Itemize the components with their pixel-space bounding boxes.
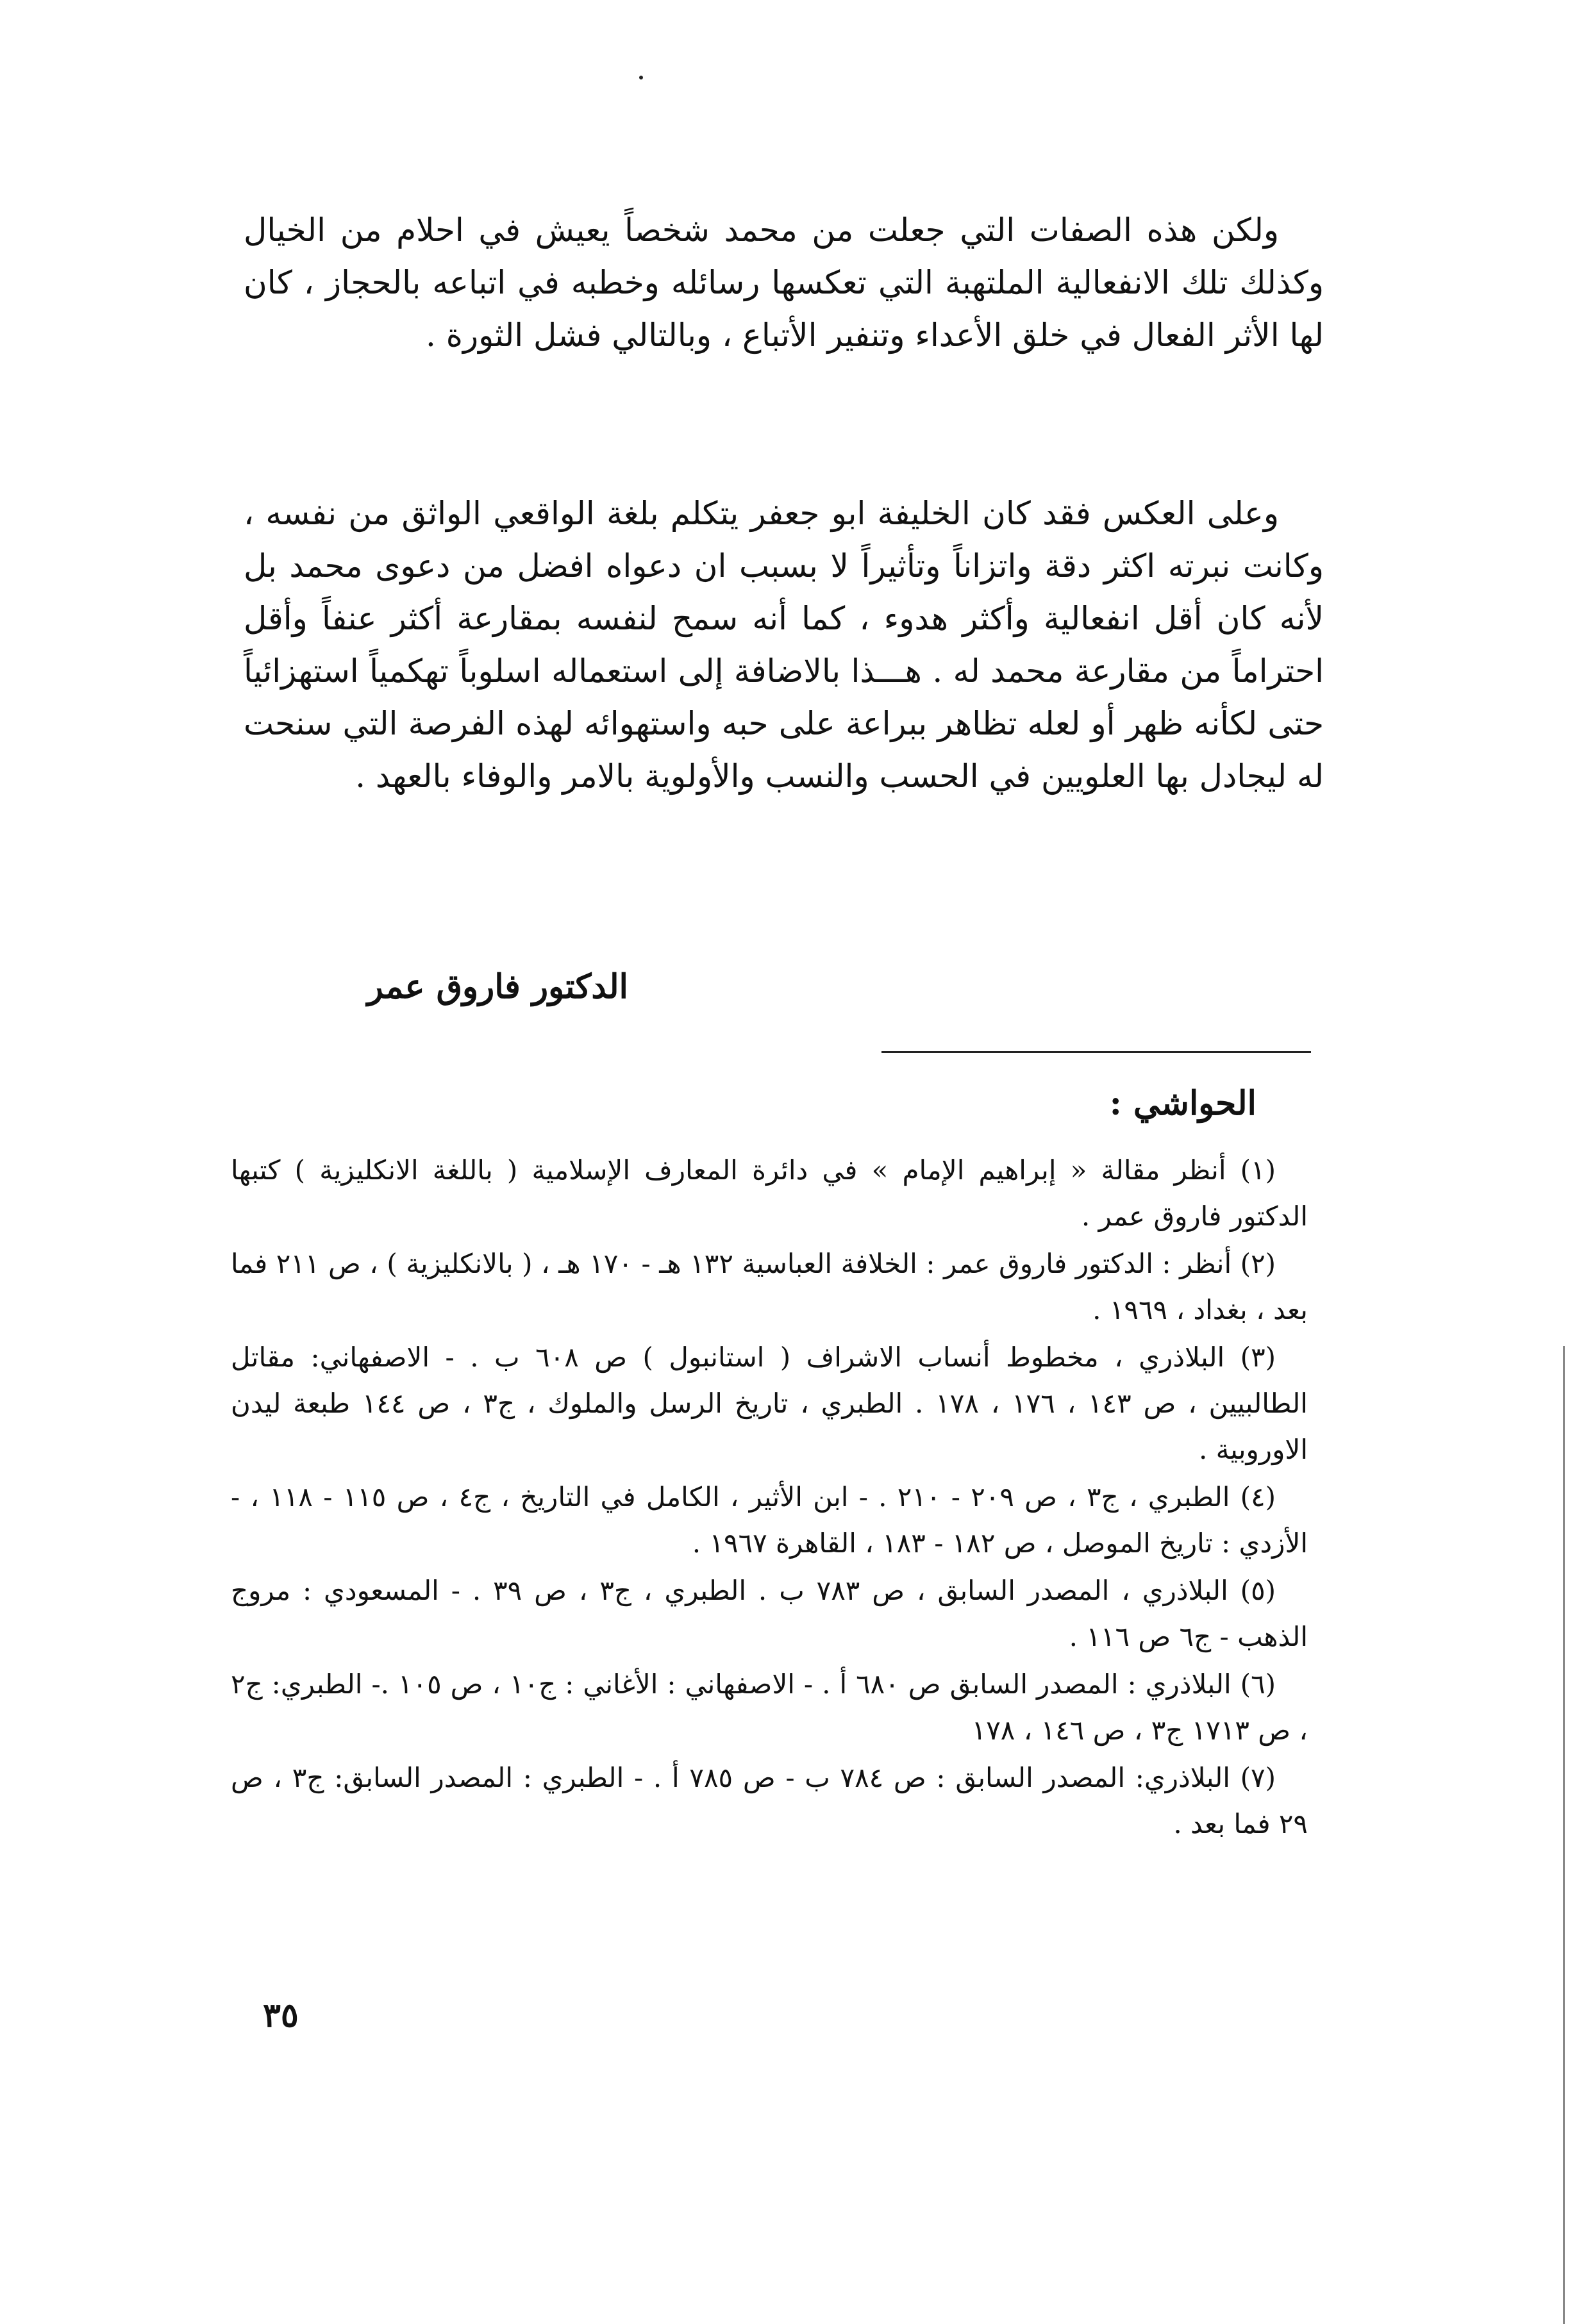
footnotes-list bbox=[231, 1147, 1308, 1848]
paragraph-2: وعلى العكس فقد كان الخليفة ابو جعفر يتكلم بلغة الواقعي الواثق من نفسه ، وكانت نبرته اكثر دقة واتزاناً وتأثيراً لا بسبب ان دعواه افضل من دعوى محمد بل لأنه كان أقل انفعالية وأكثر هدوء ، كما أنه سمح لنفسه بمقارعة أكثر عنفاً وأقل احتراماً من مقارعة محمد له . هـــذا بالاضافة إلى استعماله اسلوباً تهكمياً استهزائياً حتى لكأنه ظهر أو لعله تظاهر ببراعة على حبه واستهوائه لهذه الفرصة التي سنحت له ليجادل بها العلويين في الحسب والنسب والأولوية بالامر والوفاء بالعهد . bbox=[244, 495, 1324, 795]
paragraph-1-block bbox=[244, 204, 1324, 376]
footnotes-heading: الحواشي : bbox=[1109, 1084, 1257, 1123]
footnote-7: (٧) البلاذري: المصدر السابق : ص ٧٨٤ ب - ص ٧٨٥ أ . - الطبري : المصدر السابق: ج٣ ، ص ٢٩ فما بعد . bbox=[231, 1762, 1308, 1839]
paragraph-1: ولكن هذه الصفات التي جعلت من محمد شخصاً يعيش في احلام من الخيال وكذلك تلك الانفعالية الملتهبة التي تعكسها رسائله وخطبه في اتباعه بالحجاز ، كان لها الأثر الفعال في خلق الأعداء وتنفير الأتباع ، وبالتالي فشل الثورة . bbox=[244, 212, 1324, 354]
footnote-5: (٥) البلاذري ، المصدر السابق ، ص ٧٨٣ ب . الطبري ، ج٣ ، ص ٣٩ . - المسعودي : مروج الذهب - ج٦ ص ١١٦ . bbox=[231, 1575, 1308, 1652]
page-number: ٣٥ bbox=[263, 1996, 299, 2035]
footnote-4: (٤) الطبري ، ج٣ ، ص ٢٠٩ - ٢١٠ . - ابن الأثير ، الكامل في التاريخ ، ج٤ ، ص ١١٥ - ١١٨ ، - الأزدي : تاريخ الموصل ، ص ١٨٢ - ١٨٣ ، القاهرة ١٩٦٧ . bbox=[231, 1481, 1308, 1559]
footnote-1: (١) أنظر مقالة « إبراهيم الإمام » في دائرة المعارف الإسلامية ( باللغة الانكليزية ) كتبها الدكتور فاروق عمر . bbox=[231, 1154, 1308, 1232]
author-signature: الدكتور فاروق عمر bbox=[367, 967, 628, 1006]
scan-edge-line bbox=[1563, 1346, 1565, 2324]
footnote-3: (٣) البلاذري ، مخطوط أنساب الاشراف ( استانبول ) ص ٦٠٨ ب . - الاصفهاني: مقاتل الطالبيين ، ص ١٤٣ ، ١٧٦ ، ١٧٨ . الطبري ، تاريخ الرسل والملوك ، ج٣ ، ص ١٤٤ طبعة ليدن الاوروبية . bbox=[231, 1341, 1308, 1465]
footnote-6: (٦) البلاذري : المصدر السابق ص ٦٨٠ أ . - الاصفهاني : الأغاني : ج١٠ ، ص ١٠٥ .- الطبري: ج٢ ، ص ١٧١٣ ج٣ ، ص ١٤٦ ، ١٧٨ bbox=[231, 1668, 1308, 1746]
footnote-2: (٢) أنظر : الدكتور فاروق عمر : الخلافة العباسية ١٣٢ هـ - ١٧٠ هـ ، ( بالانكليزية ) ، ص ٢١١ فما بعد ، بغداد ، ١٩٦٩ . bbox=[231, 1248, 1308, 1325]
footnote-divider bbox=[881, 1051, 1311, 1053]
paragraph-2-block bbox=[244, 487, 1324, 817]
ink-dot bbox=[639, 76, 643, 79]
